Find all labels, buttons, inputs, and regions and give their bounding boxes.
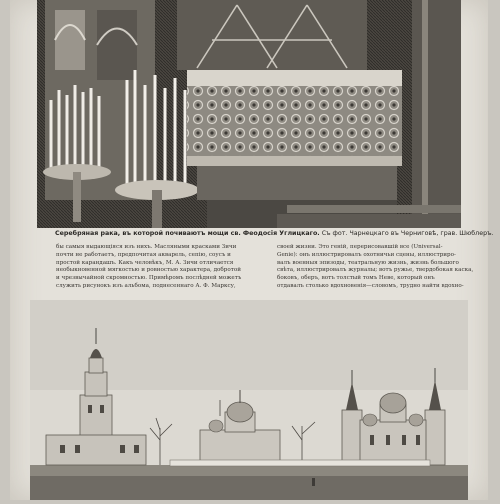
silver-reliquary-engraving xyxy=(37,0,461,228)
text-line: бы самыя выдающіяся изъ нихъ. Масляными красками Зичи xyxy=(56,244,237,250)
monastery-engraving xyxy=(30,300,468,500)
text-line: валъ военныя эпизоды, театральную жизнь, жизнь большого xyxy=(277,259,459,266)
text-line: необыкновенной мягкостью и ровностью характера, добротой xyxy=(56,267,241,274)
text-column-right xyxy=(277,244,473,291)
text-line: боковъ, оберъ, вотъ толстый томъ Неве, который онъ xyxy=(277,275,435,282)
caption-credit: Съ фот. Чарнецкаго въ Черниговѣ, грав. Шюблеръ. xyxy=(321,230,494,237)
image-caption xyxy=(55,230,494,238)
reliquary-illustration xyxy=(37,0,461,228)
text-line: Genie): онъ иллюстрировалъ охотничьи сцены, иллюстриро- xyxy=(277,251,456,258)
text-line: простой карандашъ. Какъ человѣкъ, М. А. Зичи отличается xyxy=(56,259,234,266)
magazine-page xyxy=(10,0,494,500)
text-line: служить рисунокъ изъ альбома, поднесеннаго А. Ф. Марксу, xyxy=(56,282,236,289)
text-line: свѣта, иллюстрировалъ журналы; вотъ ружье, твердобокая каска, xyxy=(277,267,474,274)
text-line: и чрезвычайной скромностью. Примѣромъ послѣдней можетъ xyxy=(56,275,242,282)
text-column-left xyxy=(56,244,252,291)
caption-title: Серебряная рака, въ которой почиваютъ мощи св. Феодосія Углицкаго. xyxy=(55,230,320,237)
text-line: почти не работаетъ, предпочитая акварель, сепію, соусъ и xyxy=(56,251,231,258)
monastery-illustration xyxy=(30,300,468,500)
text-line: своей жизни. Это геній, перерисовавшій все (Universal- xyxy=(277,244,443,250)
text-line: отдавалъ столько вдохновенія—словомъ, трудно найти вдохно- xyxy=(277,282,464,289)
